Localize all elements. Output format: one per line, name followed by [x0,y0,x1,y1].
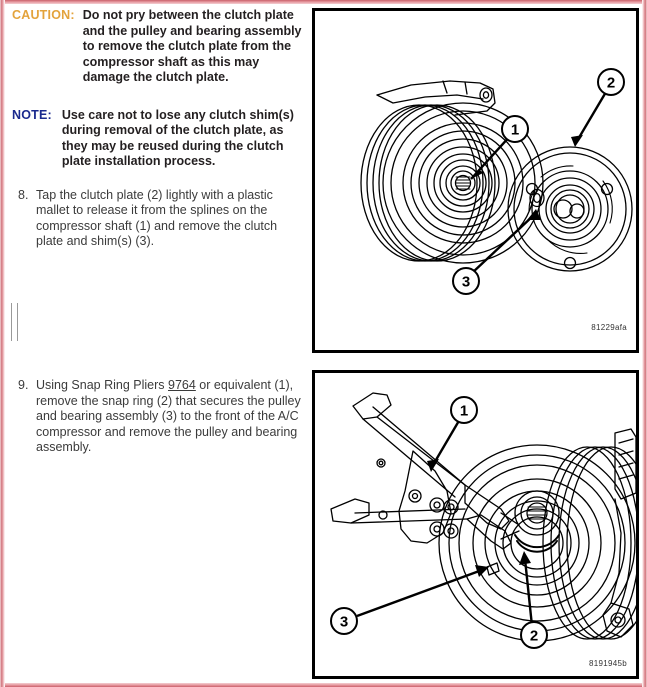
step-8-number: 8. [18,187,29,202]
page-border-bottom [0,683,647,687]
figure-1-id: 81229afa [591,323,627,332]
step-9-text [36,378,308,456]
page-border-right [642,0,647,687]
caution-text: Do not pry between the clutch plate and the pulley and bearing assembly to remove the clutch plate from the compressor shaft as this may damage the clutch plate. [82,8,302,84]
callout-1-label: 1 [510,121,520,139]
callout-3-label: 3 [461,273,471,291]
callout-1-leader [427,419,460,472]
step-9-number: 9. [18,378,29,392]
figure-panel-clutch-plate-removal [312,8,639,353]
instruction-text-column [12,8,304,250]
step-8 [12,188,304,250]
callout-2-leader [571,92,606,147]
caution-label: CAUTION: [12,8,75,22]
callout-3-label: 3 [339,613,349,631]
note-text: Use care not to lose any clutch shim(s) during removal of the clutch plate, as they may be reused during the clutch plate installation process. [61,107,294,168]
callout-2-leader [519,551,532,626]
step-8-text: Tap the clutch plate (2) lightly with a plastic mallet to release it from the splines on the compressor shaft (1) and remove the clutch plate and shim(s) (3). [36,187,278,248]
figure-panel-snap-ring-removal [312,370,639,679]
special-tool-link[interactable]: 9764 [168,378,196,392]
callout-2-label: 2 [606,74,616,92]
note-block [12,108,304,170]
margin-tick [11,303,18,341]
figure-2-illustration [315,373,636,676]
callout-3-leader [357,565,489,616]
figure-1-illustration [315,11,636,350]
callout-2-label: 2 [529,627,539,645]
page-border-left [0,0,5,687]
step-9-text-before-link: Using Snap Ring Pliers [36,378,169,392]
step-9 [12,378,308,456]
callout-1-label: 1 [459,402,469,420]
step-9-text-after-link: or equivalent (1), remove the snap ring (2) that secures the pulley and bearing assembly (3) to the front of the A/C compressor and remove the pulley and bearing assembly. [36,378,301,454]
caution-block [12,8,304,86]
figure-2-id: 8191945b [589,659,627,668]
note-label: NOTE: [12,107,52,122]
page-border-top [0,0,647,4]
